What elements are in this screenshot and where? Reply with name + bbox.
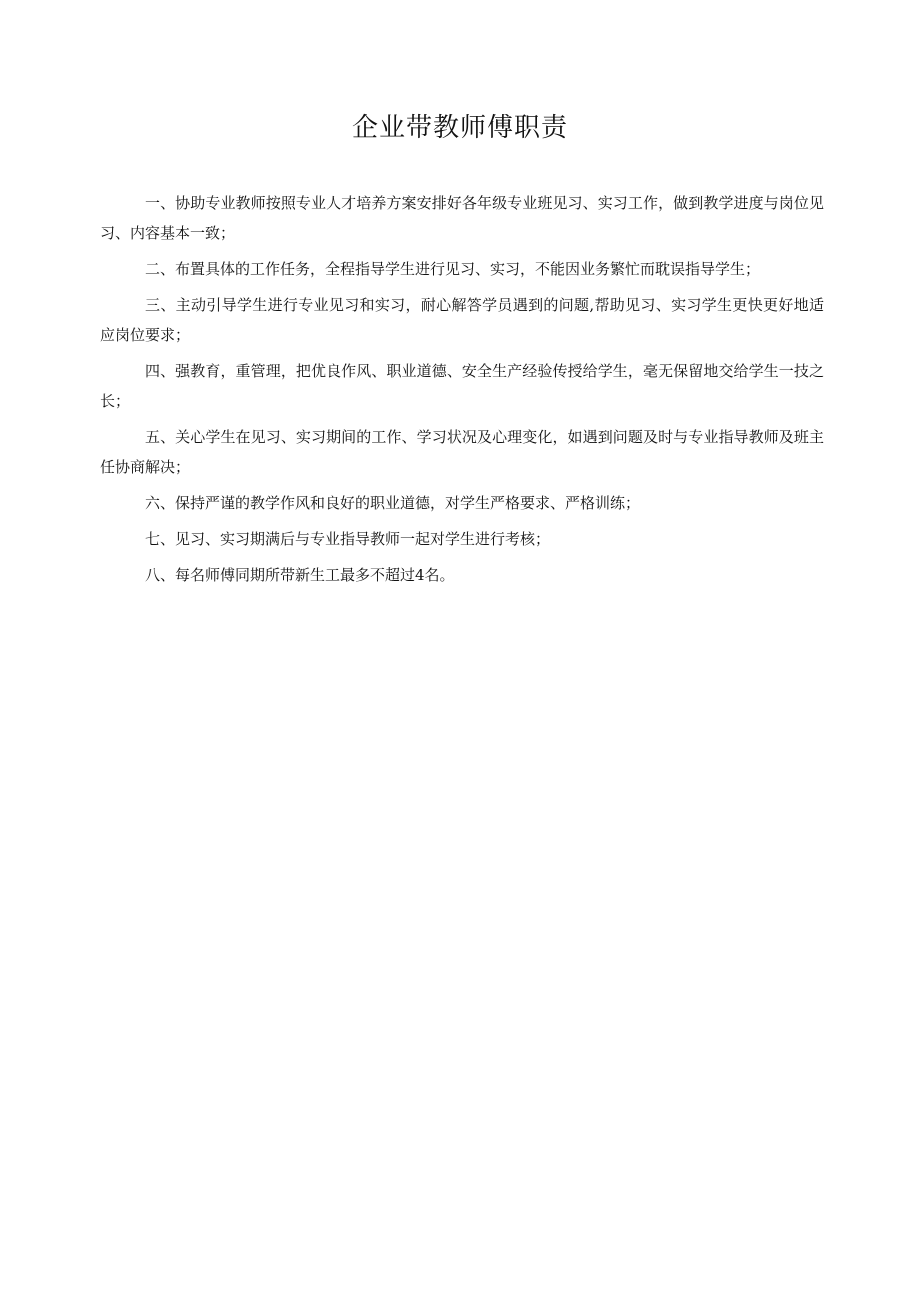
clause-list (100, 188, 824, 596)
clause-1: 一、协助专业教师按照专业人才培养方案安排好各年级专业班见习、实习工作，做到教学进度与岗位见习、内容基本一致； (100, 194, 824, 242)
clause-5: 五、关心学生在见习、实习期间的工作、学习状况及心理变化，如遇到问题及时与专业指导教师及班主任协商解决； (100, 428, 824, 476)
clause-7: 七、见习、实习期满后与专业指导教师一起对学生进行考核； (145, 530, 551, 548)
clause-3: 三、主动引导学生进行专业见习和实习，耐心解答学员遇到的问题,帮助见习、实习学生更快更好地适应岗位要求； (100, 296, 824, 344)
clause-8: 八、每名师傅同期所带新生工最多不超过4名。 (145, 566, 455, 584)
clause-6: 六、保持严谨的教学作风和良好的职业道德，对学生严格要求、严格训练； (145, 494, 641, 512)
clause-2: 二、布置具体的工作任务，全程指导学生进行见习、实习，不能因业务繁忙而耽误指导学生； (145, 260, 761, 278)
clause-4: 四、强教育，重管理，把优良作风、职业道德、安全生产经验传授给学生，毫无保留地交给学生一技之长； (100, 362, 824, 410)
page-title: 企业带教师傅职责 (351, 113, 568, 143)
